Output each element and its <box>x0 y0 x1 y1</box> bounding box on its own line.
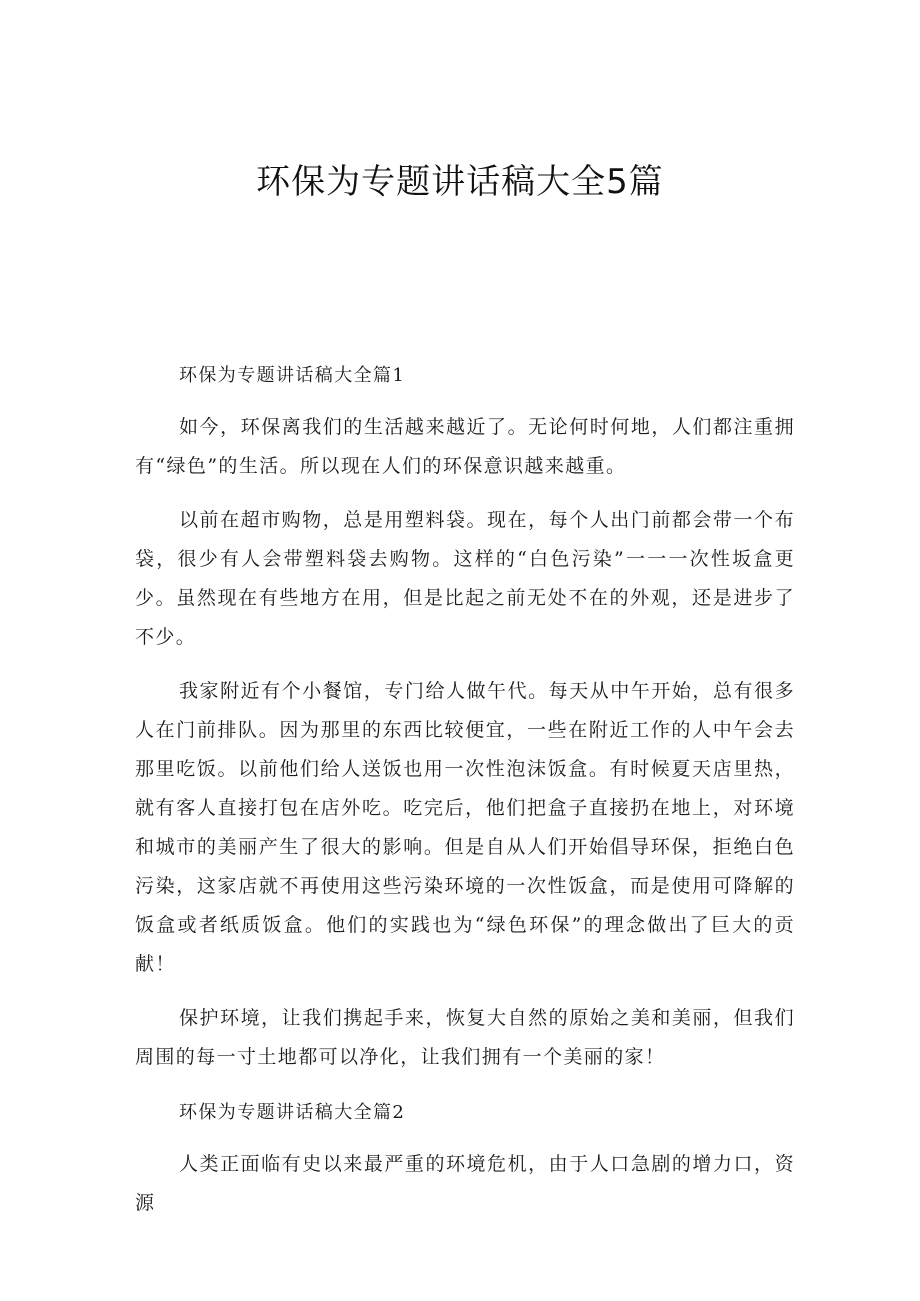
section-1-paragraph-4: 保护环境，让我们携起手来，恢复大自然的原始之美和美丽，但我们周围的每一寸土地都可以净化，让我们拥有一个美丽的家！ <box>135 1007 795 1068</box>
document-title: 环保为专题讲话稿大全5篇 <box>256 162 664 202</box>
section-heading-2: 环保为专题讲话稿大全篇2 <box>179 1102 406 1123</box>
section-1-paragraph-1: 如今，环保离我们的生活越来越近了。无论何时何地，人们都注重拥有“绿色”的生活。所以现在人们的环保意识越来越重。 <box>135 416 795 477</box>
section-2-paragraph-1: 人类正面临有史以来最严重的环境危机，由于人口急剧的增力口，资源 <box>135 1153 795 1214</box>
section-1-paragraph-2: 以前在超市购物，总是用塑料袋。现在，每个人出门前都会带一个布袋，很少有人会带塑料袋去购物。这样的“白色污染”一一一次性坂盒更少。虽然现在有些地方在用，但是比起之前无处不在的外观，还是进步了不少。 <box>135 509 795 648</box>
document-body <box>135 355 795 1238</box>
section-1-paragraph-3: 我家附近有个小餐馆，专门给人做午代。每天从中午开始，总有很多人在门前排队。因为那里的东西比较便宜，一些在附近工作的人中午会去那里吃饭。以前他们给人送饭也用一次性泡沫饭盒。有时候夏天店里热，就有客人直接打包在店外吃。吃完后，他们把盒子直接扔在地上，对环境和城市的美丽产生了很大的影响。但是自从人们开始倡导环保，拒绝白色污染，这家店就不再使用这些污染环境的一次性饭盒，而是使用可降解的饭盒或者纸质饭盒。他们的实践也为“绿色环保”的理念做出了巨大的贡献！ <box>135 680 795 975</box>
section-heading-1: 环保为专题讲话稿大全篇1 <box>179 365 406 386</box>
